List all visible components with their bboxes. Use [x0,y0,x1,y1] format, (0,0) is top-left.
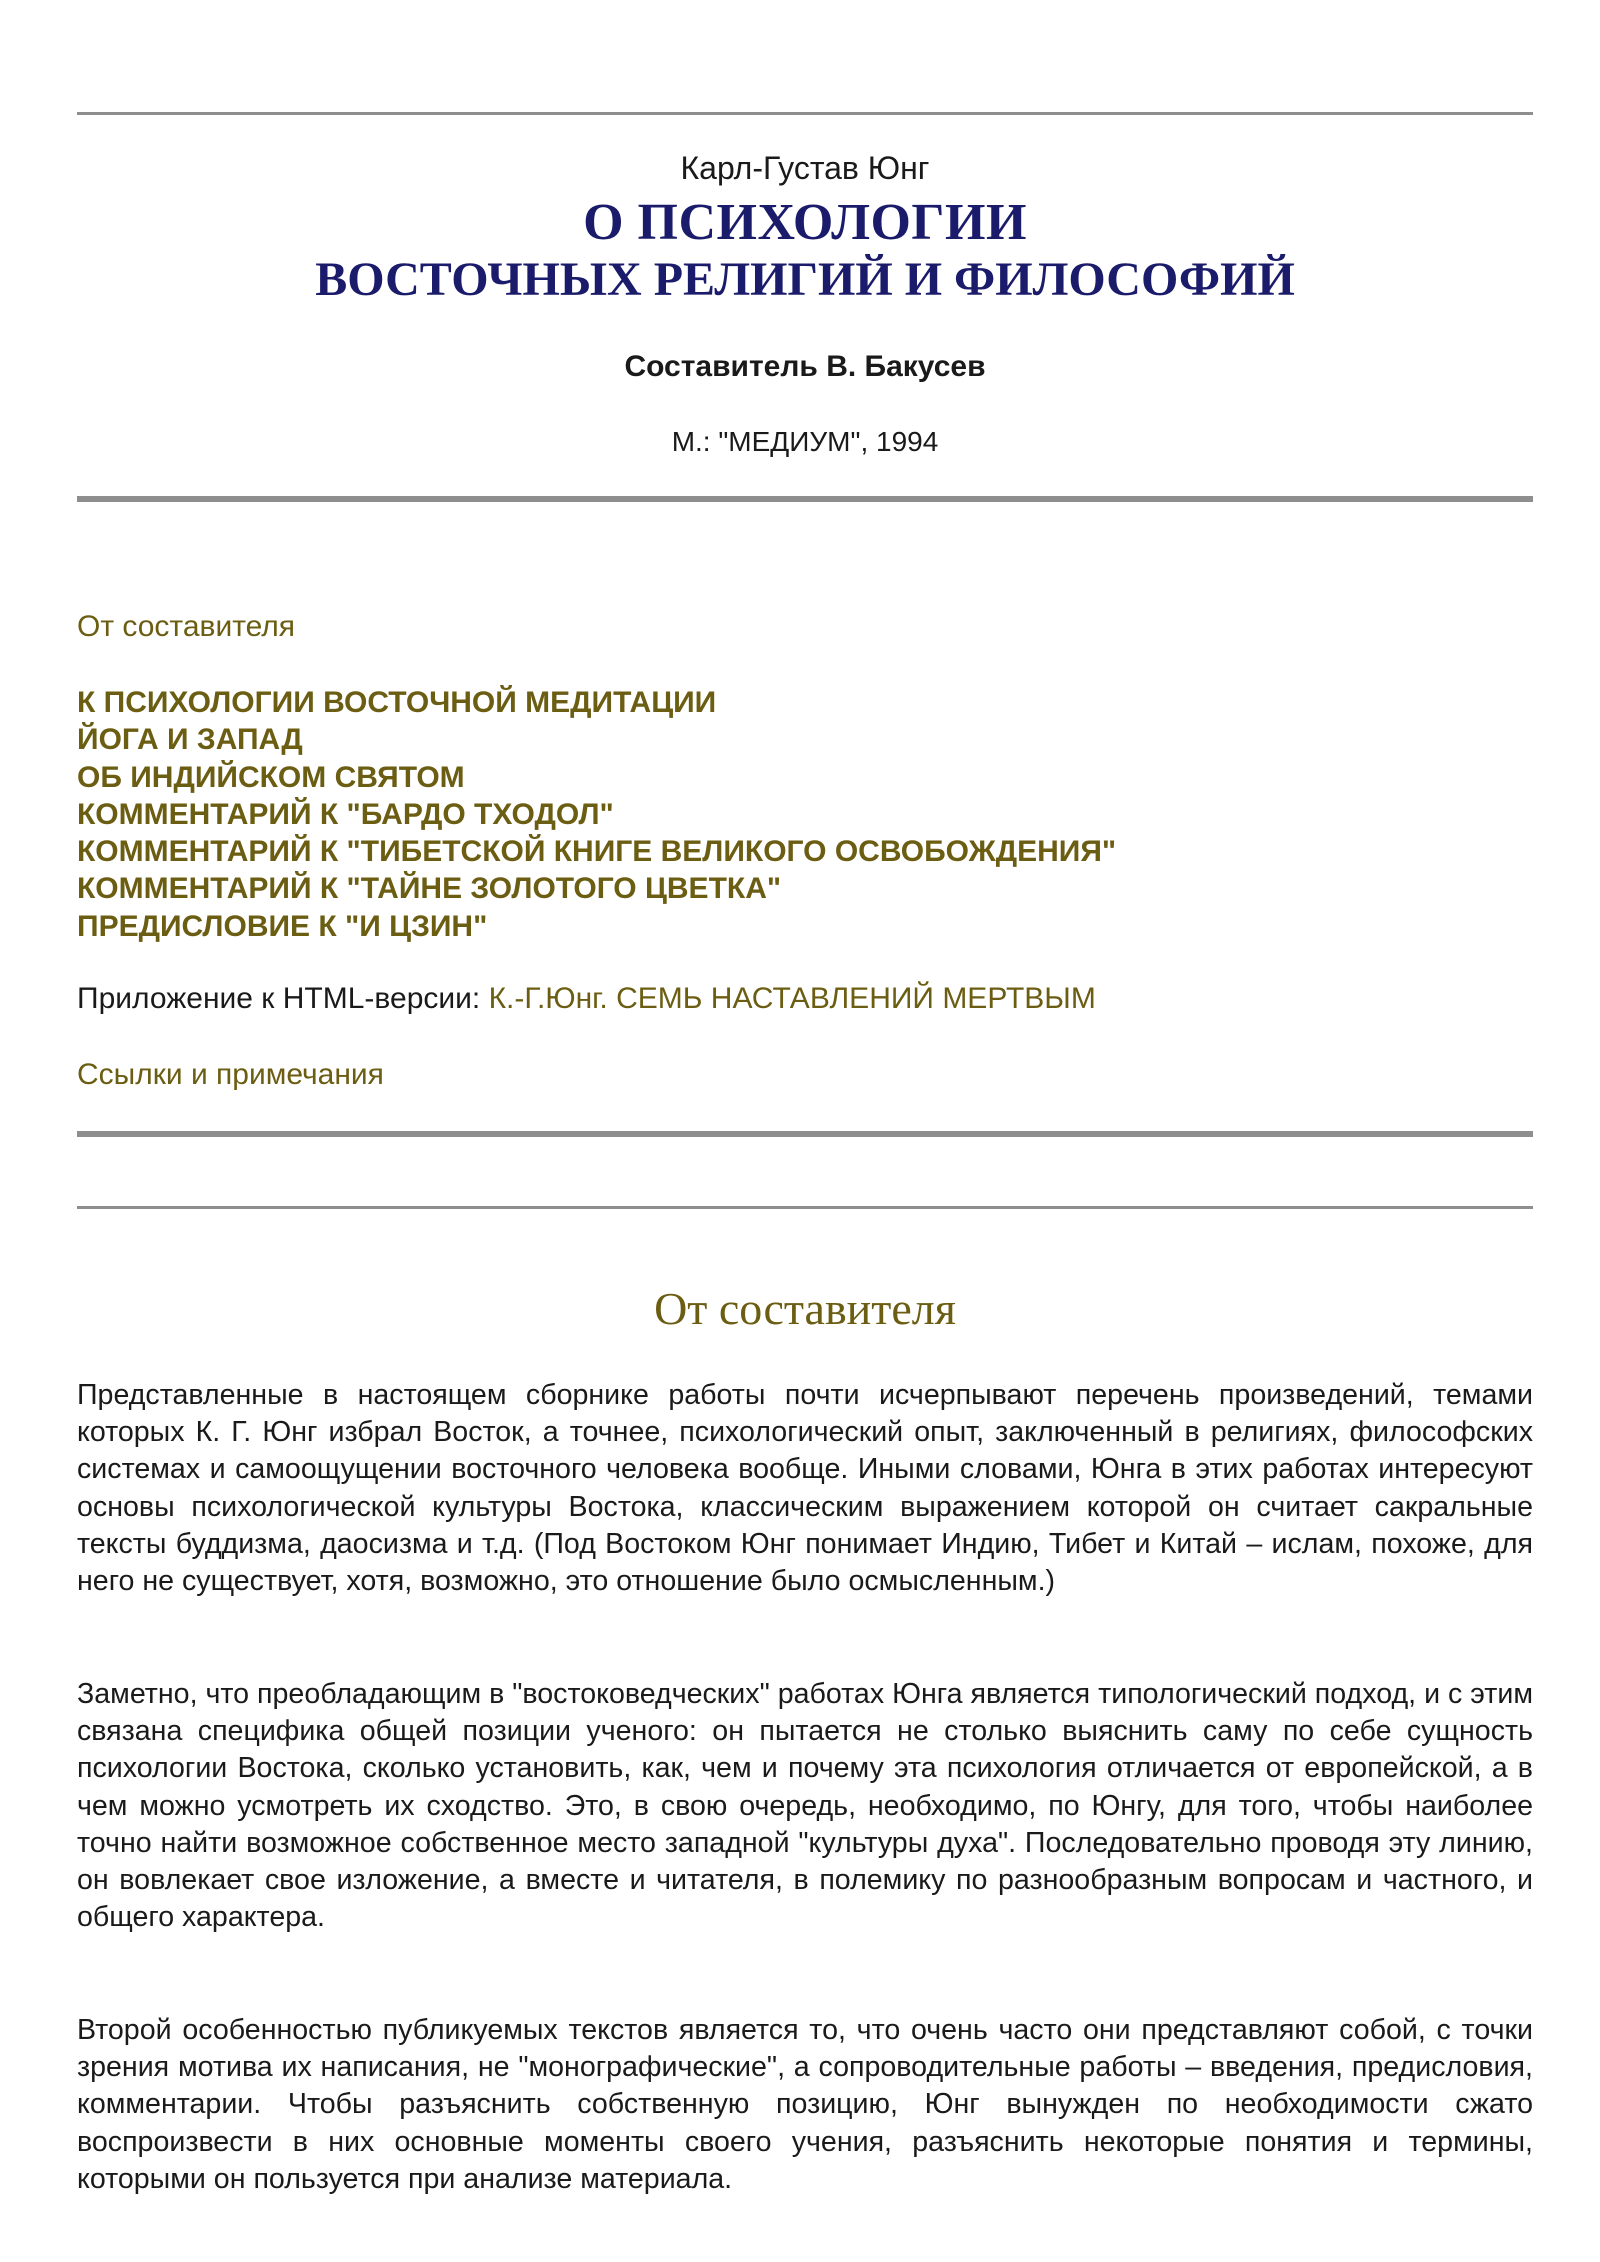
toc-link-intro[interactable]: От составителя [77,610,296,643]
toc-link-yoga-west[interactable]: ЙОГА И ЗАПАД [77,723,303,757]
header-divider [77,496,1533,502]
section-title: От составителя [654,1283,956,1334]
author-name: Карл-Густав Юнг [680,150,930,186]
toc-link-golden-flower[interactable]: КОММЕНТАРИЙ К "ТАЙНЕ ЗОЛОТОГО ЦВЕТКА" [77,872,782,906]
paragraph-1: Представленные в настоящем сборнике работы почти исчерпывают перечень произведений, темами которых К. Г. Юнг избрал Восток, а точнее, психологический опыт, заключенный в религиях, философских системах и самоощущении восточного человека вообще. Иными словами, Юнга в этих работах интересуют основы психологической культуры Востока, классическим выражением которой он считает сакральные тексты буддизма, даосизма и т.д. (Под Востоком Юнг понимает Индию, Тибет и Китай – ислам, похоже, для него не существует, хотя, возможно, это отношение было осмысленным.) [77,1379,1533,1598]
appendix-label: Приложение к HTML-версии: [77,982,489,1015]
toc-link-bardo-thodol[interactable]: КОММЕНТАРИЙ К "БАРДО ТХОДОЛ" [77,797,614,831]
toc-link-notes[interactable]: Ссылки и примечания [77,1058,384,1091]
book-subtitle: ВОСТОЧНЫХ РЕЛИГИЙ И ФИЛОСОФИЙ [315,253,1295,306]
toc-link-meditation[interactable]: К ПСИХОЛОГИИ ВОСТОЧНОЙ МЕДИТАЦИИ [77,686,717,719]
section-divider [77,1206,1533,1209]
toc-link-tibetan-book[interactable]: КОММЕНТАРИЙ К "ТИБЕТСКОЙ КНИГЕ ВЕЛИКОГО ОСВОБОЖДЕНИЯ" [77,835,1117,869]
paragraph-2: Заметно, что преобладающим в "востоковедческих" работах Юнга является типологический подход, и с этим связана специфика общей позиции ученого: он пытается не столько выяснить саму по себе сущность психологии Востока, сколько установить, как, чем и почему эта психология отличается от европейской, а в чем можно усмотреть их сходство. Это, в свою очередь, необходимо, по Юнгу, для того, чтобы наиболее точно найти возможное собственное место западной "культуры духа". Последовательно проводя эту линию, он вовлекает свое изложение, а вместе и читателя, в полемику по разнообразным вопросам и частного, и общего характера. [77,1678,1533,1934]
book-title: О ПСИХОЛОГИИ [583,194,1027,251]
toc-link-i-ching[interactable]: ПРЕДИСЛОВИЕ К "И ЦЗИН" [77,909,488,943]
top-divider [77,112,1533,115]
toc-link-indian-saint[interactable]: ОБ ИНДИЙСКОМ СВЯТОМ [77,760,465,794]
compiler-line: Составитель В. Бакусев [624,350,986,383]
publisher-line: М.: "МЕДИУМ", 1994 [671,426,939,457]
paragraph-3: Второй особенностью публикуемых текстов является то, что очень часто они представляют собой, с точки зрения мотива их написания, не "монографические", а сопроводительные работы – введения, предисловия, комментарии. Чтобы разъяснить собственную позицию, Юнг вынужден по необходимости сжато воспроизвести в них основные моменты своего учения, разъяснить некоторые понятия и термины, которыми он пользуется при анализе материала. [77,2014,1533,2195]
appendix-line [77,982,1096,1016]
toc-list [77,684,1116,945]
toc-divider [77,1131,1533,1137]
toc-link-seven-sermons[interactable]: К.-Г.Юнг. СЕМЬ НАСТАВЛЕНИЙ МЕРТВЫМ [488,982,1096,1015]
